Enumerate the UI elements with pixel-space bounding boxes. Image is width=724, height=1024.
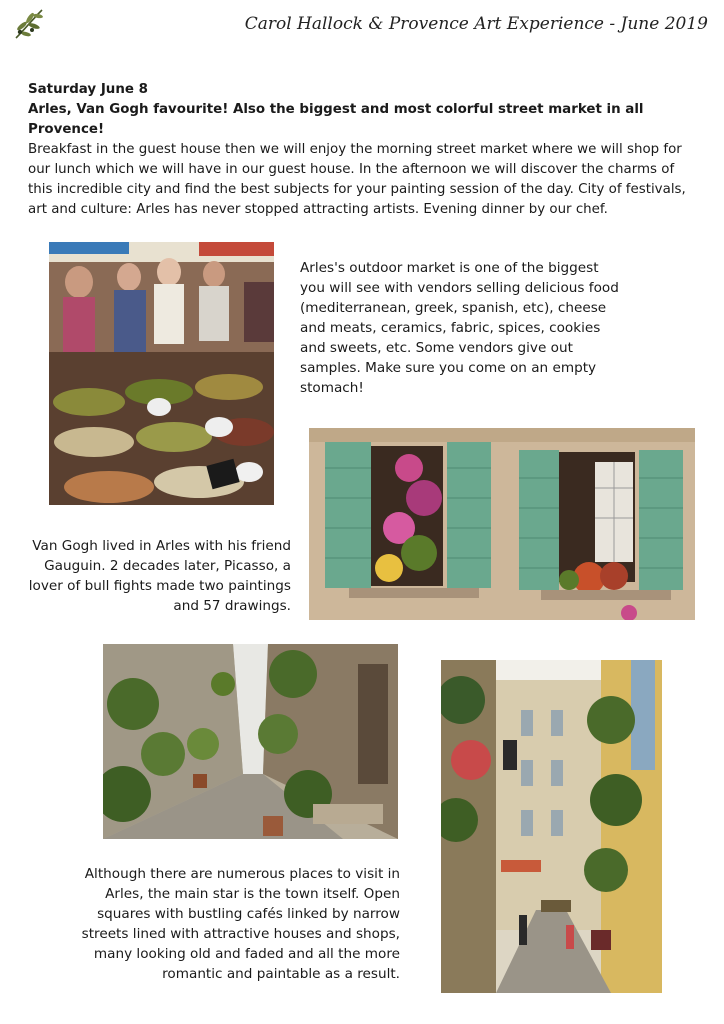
day-heading: Saturday June 8 — [28, 82, 148, 97]
header-title: Carol Hallock & Provence Art Experience - June 2019 — [244, 14, 708, 34]
olive-branch-icon — [10, 4, 48, 44]
shutters-window-photo — [309, 428, 695, 620]
street-cafe-photo — [441, 660, 662, 993]
ivy-alley-photo — [103, 644, 398, 839]
vangogh-caption: Van Gogh lived in Arles with his friend Gauguin. 2 decades later, Picasso, a lover of bull fights made two paintings and 57 drawings. — [28, 538, 291, 614]
day-headline: Arles, Van Gogh favourite! Also the biggest and most colorful street market in all Provence! — [28, 102, 644, 137]
day-description: Breakfast in the guest house then we will enjoy the morning street market where we will shop for our lunch which we will have in our guest house. In the afternoon we will discover the charms of this incredible city and find the best subjects for your painting session of the day. City of festivals, art and culture: Arles has never stopped attracting artists. Evening dinner by our chef. — [28, 142, 686, 217]
market-photo — [49, 242, 274, 505]
market-caption: Arles's outdoor market is one of the biggest you will see with vendors selling delicious food (mediterranean, greek, spanish, etc), cheese and meats, ceramics, fabric, spices, cookies and sweets, etc. Some vendors give out samples. Make sure you come on an empty stomach! — [300, 260, 619, 396]
town-caption: Although there are numerous places to visit in Arles, the main star is the town itself. Open squares with bustling cafés linked by narrow streets lined with attractive houses and shops, many looking old and faded and all the more romantic and paintable as a result. — [81, 866, 400, 982]
page-header — [0, 0, 724, 50]
intro-section — [28, 80, 698, 220]
